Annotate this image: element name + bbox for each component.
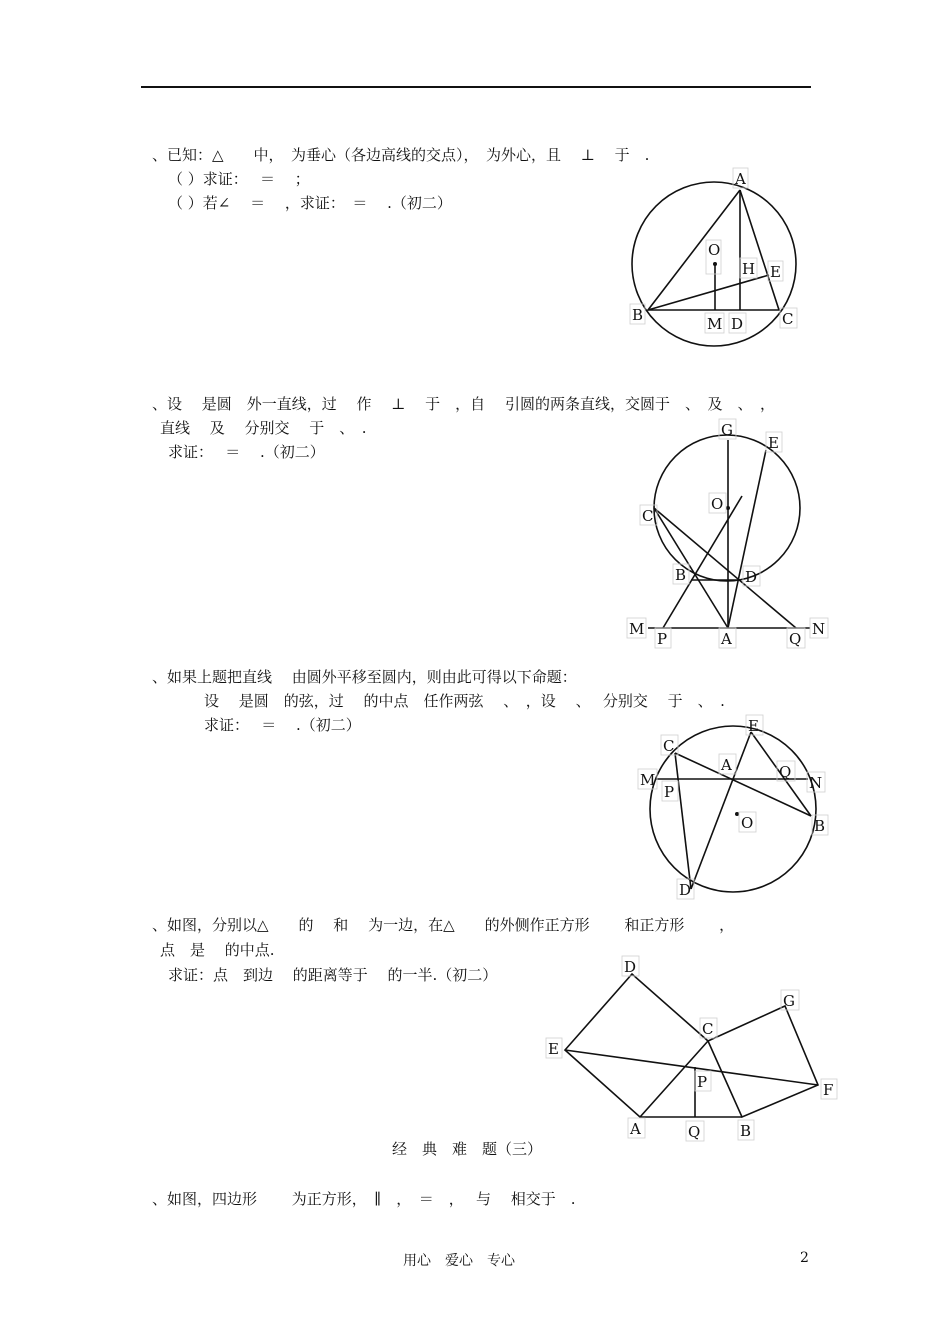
- fig2-label-n: N: [812, 620, 826, 638]
- figure3-labels: [638, 715, 828, 899]
- fig4-square-acde: [565, 974, 708, 1117]
- fig4-label-b: B: [740, 1122, 752, 1140]
- fig1-label-a: A: [735, 170, 746, 188]
- fig3-label-e: E: [748, 717, 759, 735]
- fig2-label-g: G: [721, 421, 733, 439]
- fig4-label-d: D: [624, 958, 637, 976]
- problem1-line2: （ ）求证： ＝ ；: [168, 170, 310, 188]
- problem5-line1: 、如图，四边形 为正方形， ∥ ， ＝ ， 与 相交于 .: [152, 1190, 576, 1208]
- fig3-label-d: D: [679, 881, 692, 899]
- fig2-label-d: D: [745, 568, 758, 586]
- problem2-line3: 求证： ＝ .（初二）: [168, 443, 325, 461]
- problem4-line1: 、如图，分别以△ 的 和 为一边，在△ 的外侧作正方形 和正方形 ，: [152, 916, 735, 934]
- fig4-label-c: C: [702, 1020, 714, 1038]
- fig1-label-h: H: [742, 260, 756, 278]
- problem1-line3: （ ）若∠ ＝ ，求证： ＝ .（初二）: [168, 194, 452, 212]
- fig4-square-bcgf: [708, 1006, 818, 1117]
- page-number: 2: [800, 1250, 809, 1266]
- problem3-line3: 求证： ＝ .（初二）: [204, 716, 361, 734]
- fig3-center-dot: [735, 812, 739, 816]
- fig3-label-a: A: [721, 756, 732, 774]
- fig2-line-ca: [654, 508, 728, 628]
- fig3-label-n: N: [809, 774, 823, 792]
- fig2-line-ae: [728, 450, 766, 628]
- fig1-center-dot: [713, 262, 717, 266]
- fig1-label-c: C: [782, 310, 794, 328]
- fig2-label-m: M: [629, 620, 645, 638]
- problem2-line2: 直线 及 分别交 于 、 .: [160, 419, 367, 437]
- problem4-line2: 点 是 的中点.: [160, 941, 275, 959]
- fig2-label-b: B: [675, 566, 687, 584]
- fig4-label-q: Q: [688, 1123, 701, 1141]
- problem3-line1: 、如果上题把直线 由圆外平移至圆内，则由此可得以下命题：: [152, 668, 577, 686]
- problem4-line3: 求证：点 到边 的距离等于 的一半.（初二）: [168, 966, 498, 984]
- problem3-line2: 设 是圆 的弦，过 的中点 任作两弦 、 ，设 、 分别交 于 、 .: [204, 692, 725, 710]
- fig4-line-ef: [565, 1050, 818, 1085]
- fig2-label-e: E: [768, 434, 779, 452]
- fig2-center-dot: [726, 506, 730, 510]
- figure4-labels: [546, 956, 837, 1141]
- fig1-altitude-be: [648, 275, 769, 310]
- problem2-line1: 、设 是圆 外一直线，过 作 ⊥ 于 ，自 引圆的两条直线，交圆于 、 及 、 ，: [152, 395, 775, 413]
- section-title: 经 典 难 题（三）: [392, 1140, 543, 1158]
- fig2-label-o: O: [711, 495, 724, 513]
- problem1-line1: 、已知：△ 中， 为垂心（各边高线的交点）， 为外心，且 ⊥ 于 .: [152, 146, 650, 164]
- fig3-line-cd: [675, 753, 691, 889]
- fig1-label-d: D: [731, 315, 744, 333]
- fig1-label-e: E: [770, 263, 781, 281]
- fig2-label-p: P: [657, 630, 668, 648]
- fig3-label-b: B: [814, 817, 826, 835]
- fig3-label-m: M: [640, 771, 656, 789]
- fig4-label-e: E: [548, 1040, 559, 1058]
- fig1-label-m: M: [707, 315, 723, 333]
- fig1-label-o: O: [708, 241, 721, 259]
- fig4-label-g: G: [783, 992, 795, 1010]
- fig3-label-p: P: [664, 783, 675, 801]
- fig3-label-o: O: [741, 814, 754, 832]
- fig2-label-c: C: [642, 507, 654, 525]
- figure2: [648, 435, 810, 628]
- figure4: [565, 974, 818, 1117]
- fig3-label-q: Q: [779, 763, 792, 781]
- footer-text: 用心 爱心 专心: [403, 1253, 515, 1269]
- fig4-label-a: A: [630, 1120, 641, 1138]
- fig2-label-a: A: [721, 630, 732, 648]
- fig3-label-c: C: [663, 737, 675, 755]
- fig4-label-p: P: [697, 1073, 708, 1091]
- fig4-label-f: F: [823, 1081, 834, 1099]
- figure3: [650, 726, 816, 892]
- fig1-label-b: B: [632, 306, 644, 324]
- fig2-label-q: Q: [789, 630, 802, 648]
- fig2-line-pb: [663, 496, 742, 628]
- fig3-circle: [650, 726, 816, 892]
